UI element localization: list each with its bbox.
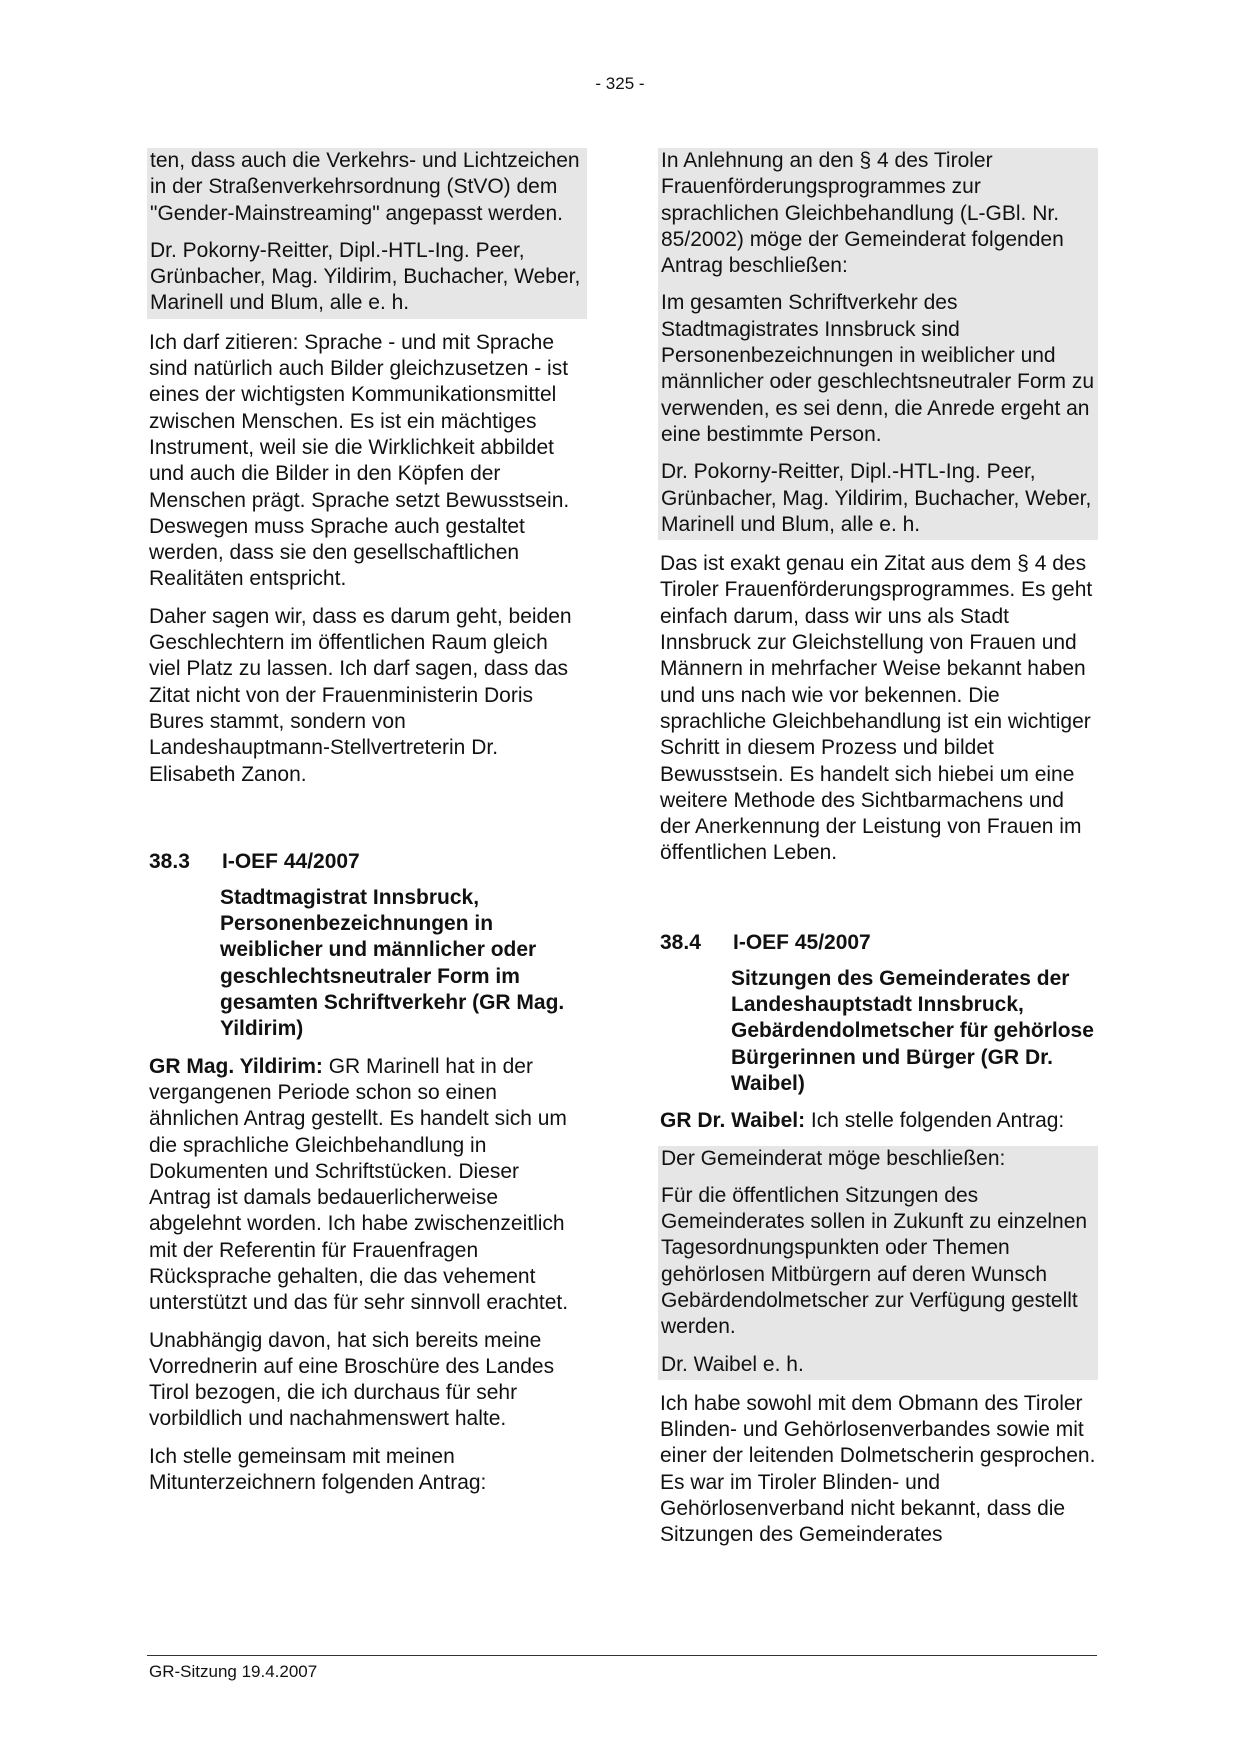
section-title: Sitzungen des Gemeinderates der Landeshauptstadt Innsbruck, Gebärdendolmetscher für gehörlose Bürgerinnen und Bürger (GR Dr. Waibel) bbox=[731, 966, 1094, 1095]
paragraph: Ich habe sowohl mit dem Obmann des Tiroler Blinden- und Gehörlosenverbandes sowie mit einer der leitenden Dolmetscherin gesprochen. Es war im Tiroler Blinden- und Gehörlosenverband nicht bekannt, dass die Sitzungen des Gemeinderates bbox=[660, 1391, 1096, 1547]
section-heading bbox=[658, 930, 1098, 956]
quote-text: ten, dass auch die Verkehrs- und Lichtzeichen in der Straßenverkehrsordnung (StVO) dem "Gender-Mainstreaming" angepasst werden. bbox=[150, 149, 580, 225]
quote-intro: In Anlehnung an den § 4 des Tiroler Frauenförderungsprogrammes zur sprachlichen Gleichbehandlung (L-GBl. Nr. 85/2002) möge der Gemeinderat folgenden Antrag beschließen: bbox=[661, 149, 1064, 278]
quote-intro: Der Gemeinderat möge beschließen: bbox=[661, 1146, 1006, 1170]
speaker-name: GR Mag. Yildirim: bbox=[149, 1054, 323, 1078]
quote-block-motion bbox=[658, 1146, 1098, 1380]
section-heading bbox=[147, 849, 587, 875]
paragraph: Unabhängig davon, hat sich bereits meine Vorrednerin auf eine Broschüre des Landes Tirol bezogen, die ich durchaus für sehr vorbildlich und nachahmenswert halte. bbox=[149, 1328, 555, 1431]
speaker-text: GR Marinell hat in der vergangenen Periode schon so einen ähnlichen Antrag gestellt. Es handelt sich um die sprachliche Gleichbehandlung in Dokumenten und Schriftstücken. Dieser Antrag ist damals bedauerlicherweise abgelehnt worden. Ich habe zwischenzeitlich mit der Referentin für Frauenfragen Rücksprache gehalten, die das vehement unterstützt und das für sehr sinnvoll erachtet. bbox=[149, 1054, 569, 1315]
section-number: 38.4 bbox=[660, 930, 701, 954]
left-column bbox=[147, 148, 587, 1507]
footer-session-date: GR-Sitzung 19.4.2007 bbox=[149, 1662, 318, 1681]
quote-text: Für die öffentlichen Sitzungen des Gemeinderates sollen in Zukunft zu einzelnen Tagesordnungspunkten oder Themen gehörlosen Mitbürgern auf deren Wunsch Gebärdendolmetscher zur Verfügung gestellt werden. bbox=[661, 1183, 1088, 1339]
section-number: 38.3 bbox=[149, 849, 190, 873]
paragraph: Das ist exakt genau ein Zitat aus dem § 4 des Tiroler Frauenförderungsprogrammes. Es geht einfach darum, dass wir uns als Stadt Innsbruck zur Gleichstellung von Frauen und Männern in mehrfacher Weise bekannt haben und uns nach wie vor bekennen. Die sprachliche Gleichbehandlung ist ein wichtiger Schritt in diesem Prozess und bildet Bewusstsein. Es handelt sich hiebei um eine weitere Methode des Sichtbarmachens und der Anerkennung der Leistung von Frauen im öffentlichen Leben. bbox=[660, 552, 1093, 865]
quote-text: Im gesamten Schriftverkehr des Stadtmagistrates Innsbruck sind Personenbezeichnungen in weiblicher und männlicher oder geschlechtsneutraler Form zu verwenden, es sei denn, die Anrede ergeht an eine bestimmte Person. bbox=[661, 291, 1095, 446]
speaker-paragraph bbox=[658, 1108, 1098, 1134]
paragraph: Ich darf zitieren: Sprache - und mit Sprache sind natürlich auch Bilder gleichzusetzen - ist eines der wichtigsten Kommunikationsmittel zwischen Menschen. Es ist ein mächtiges Instrument, weil sie die Wirklichkeit abbildet und auch die Bilder in den Köpfen der Menschen prägt. Sprache setzt Bewusstsein. Deswegen muss Sprache auch gestaltet werden, dass sie den gesellschaftlichen Realitäten entspricht. bbox=[149, 330, 570, 591]
page-number: - 325 - bbox=[595, 74, 645, 93]
quote-block-motion bbox=[658, 148, 1098, 540]
quote-signatories: Dr. Pokorny-Reitter, Dipl.-HTL-Ing. Peer, Grünbacher, Mag. Yildirim, Buchacher, Weber, Marinell und Blum, alle e. h. bbox=[661, 460, 1092, 536]
right-column bbox=[658, 148, 1098, 1560]
speaker-name: GR Dr. Waibel: bbox=[660, 1109, 806, 1133]
paragraph: Ich stelle gemeinsam mit meinen Mitunterzeichnern folgenden Antrag: bbox=[149, 1444, 487, 1495]
speaker-text: Ich stelle folgenden Antrag: bbox=[805, 1109, 1065, 1133]
paragraph: Daher sagen wir, dass es darum geht, beiden Geschlechtern im öffentlichen Raum gleich viel Platz zu lassen. Ich darf sagen, dass das Zitat nicht von der Frauenministerin Doris Bures stammt, sondern von Landeshauptmann-Stellvertreterin Dr. Elisabeth Zanon. bbox=[149, 604, 572, 786]
speaker-paragraph bbox=[147, 1054, 587, 1317]
quote-signatories: Dr. Pokorny-Reitter, Dipl.-HTL-Ing. Peer, Grünbacher, Mag. Yildirim, Buchacher, Weber, Marinell und Blum, alle e. h. bbox=[150, 238, 581, 315]
footer-divider bbox=[147, 1655, 1097, 1656]
section-code: I-OEF 44/2007 bbox=[222, 849, 360, 873]
section-code: I-OEF 45/2007 bbox=[733, 930, 871, 954]
section-title: Stadtmagistrat Innsbruck, Personenbezeichnungen in weiblicher und männlicher oder geschlechtsneutraler Form im gesamten Schriftverkehr (GR Mag. Yildirim) bbox=[220, 885, 565, 1041]
quote-block-motion-text bbox=[147, 148, 587, 319]
quote-signatories: Dr. Waibel e. h. bbox=[661, 1352, 804, 1376]
